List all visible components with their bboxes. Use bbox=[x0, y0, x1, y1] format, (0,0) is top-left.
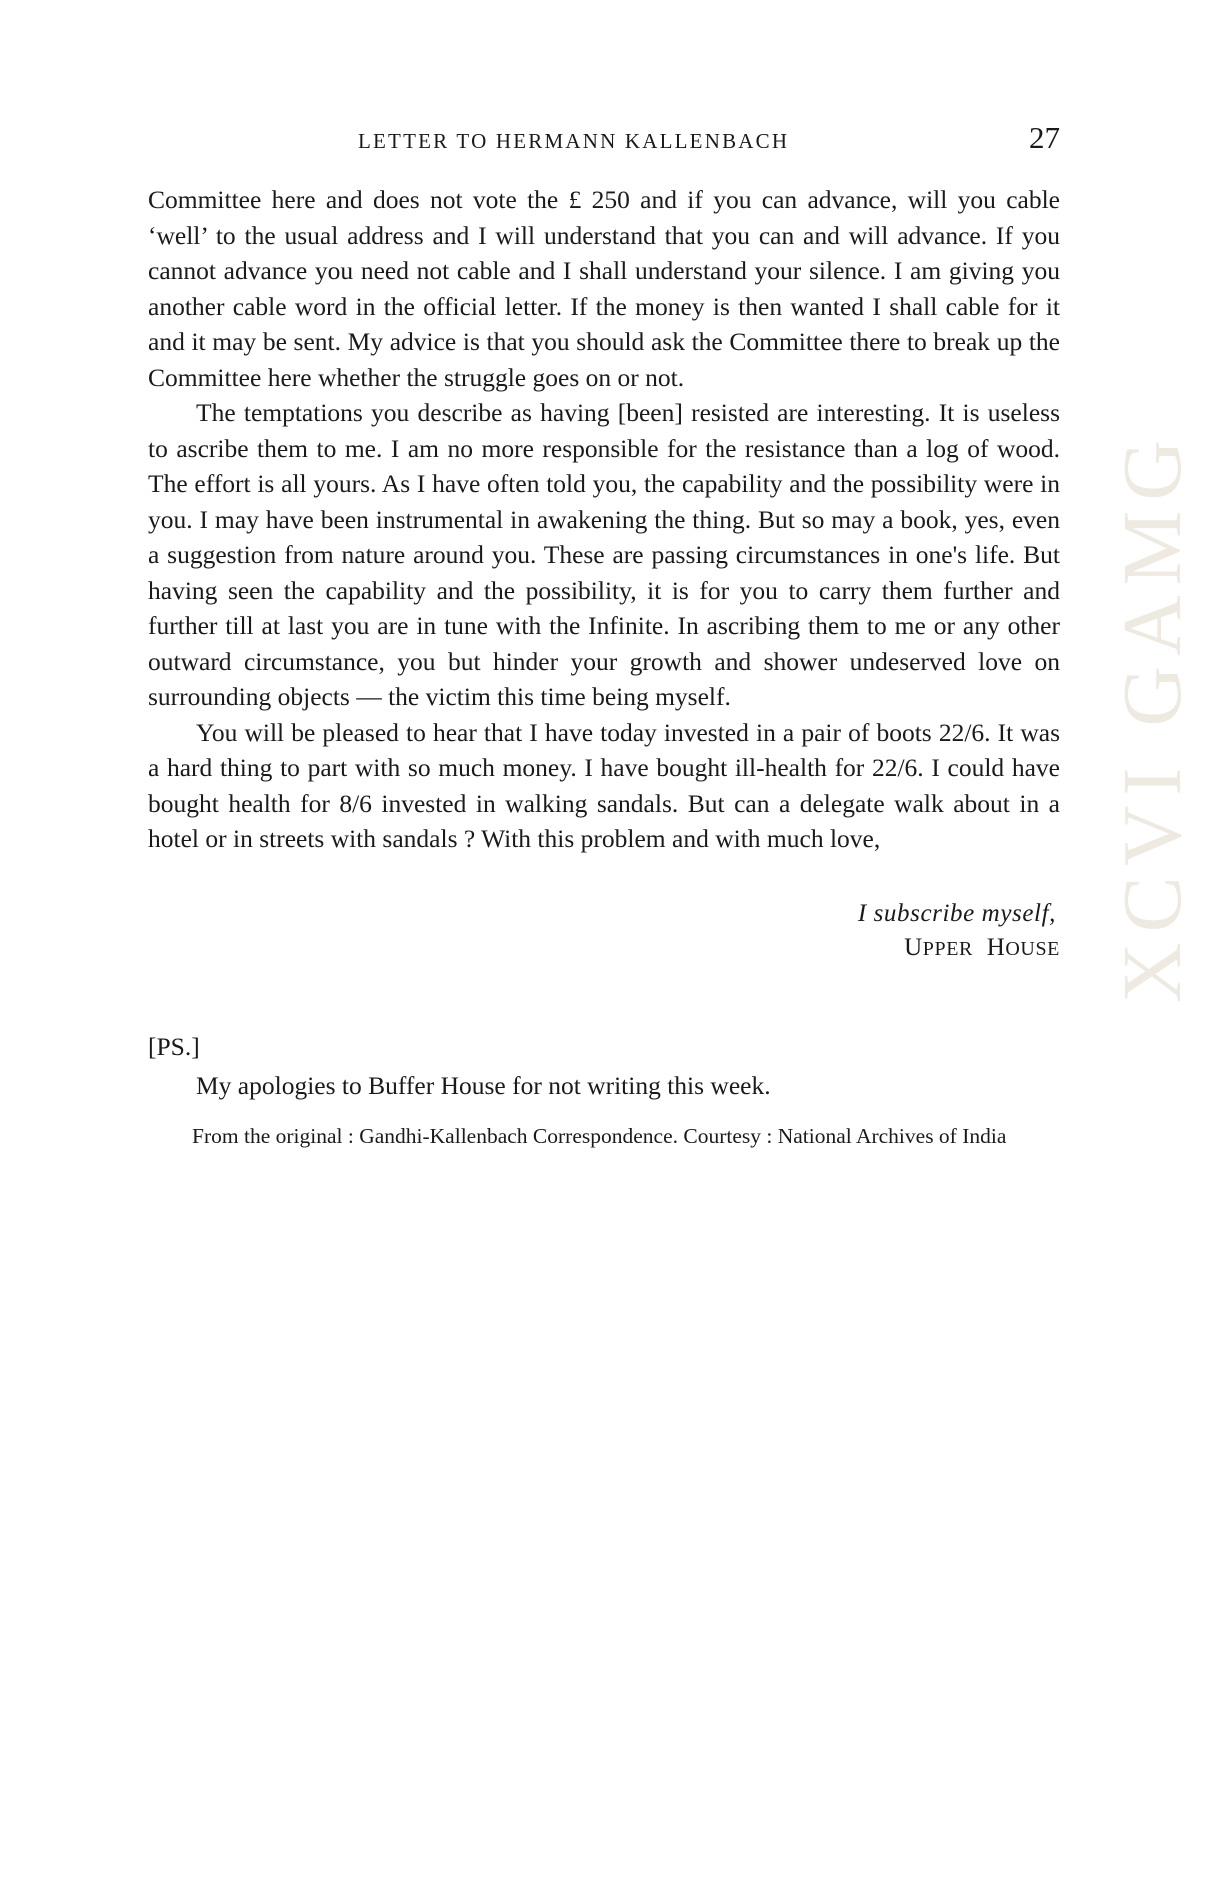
signature-block bbox=[148, 897, 1060, 966]
signature-name-rest-2: OUSE bbox=[1005, 937, 1060, 960]
page-content bbox=[148, 120, 1060, 1151]
paragraph-3: You will be pleased to hear that I have today invested in a pair of boots 22/6. It was a hard thing to part with so much money. I have bought ill-health for 22/6. I could have bought health for 8/6 invested in walking sandals. But can a delegate walk about in a hotel or in streets with sandals ? With this problem and with much love, bbox=[148, 717, 1060, 853]
postscript-label: [PS.] bbox=[148, 1031, 200, 1061]
source-note: From the original : Gandhi-Kallenbach Correspondence. Courtesy : National Archives of India bbox=[192, 1124, 1007, 1148]
page-watermark: XCVI GAMG bbox=[1106, 430, 1199, 1003]
signature-name-rest-1: PPER bbox=[922, 937, 973, 960]
signature-name-cap-1: U bbox=[904, 933, 923, 961]
signature-name-cap-2: H bbox=[986, 933, 1006, 961]
running-head: LETTER TO HERMANN KALLENBACH bbox=[358, 129, 790, 153]
page-number: 27 bbox=[1029, 120, 1060, 155]
paragraph-2: The temptations you describe as having [been] resisted are interesting. It is useless to ascribe them to me. I am no more responsible for the resistance than a log of wood. The effort is all yours. As I have often told you, the capability and the possibility were in you. I may have been instrumental in awakening the thing. But so may a book, yes, even a suggestion from nature around you. These are passing circumstances in one's life. But having seen the capability and the possibility, it is for you to carry them further and further till at last you are in tune with the Infinite. In ascribing them to me or any other outward circumstance, you but hinder your growth and shower undeserved love on surrounding objects — the victim this time being myself. bbox=[148, 398, 1060, 711]
signature-closing: I subscribe myself, bbox=[857, 899, 1056, 927]
page-header bbox=[148, 120, 1060, 156]
paragraph-1: Committee here and does not vote the £ 250 and if you can advance, will you cable ‘well’ to the usual address and I will understand that you can and will advance. If you cannot advance you need not cable and I shall understand your silence. I am giving you another cable word in the official letter. If the money is then wanted I shall cable for it and it may be sent. My advice is that you should ask the Committee there to break up the Committee here whether the struggle goes on or not. bbox=[148, 185, 1060, 392]
signature-name bbox=[148, 931, 1060, 966]
postscript-text: My apologies to Buffer House for not writing this week. bbox=[196, 1070, 771, 1100]
